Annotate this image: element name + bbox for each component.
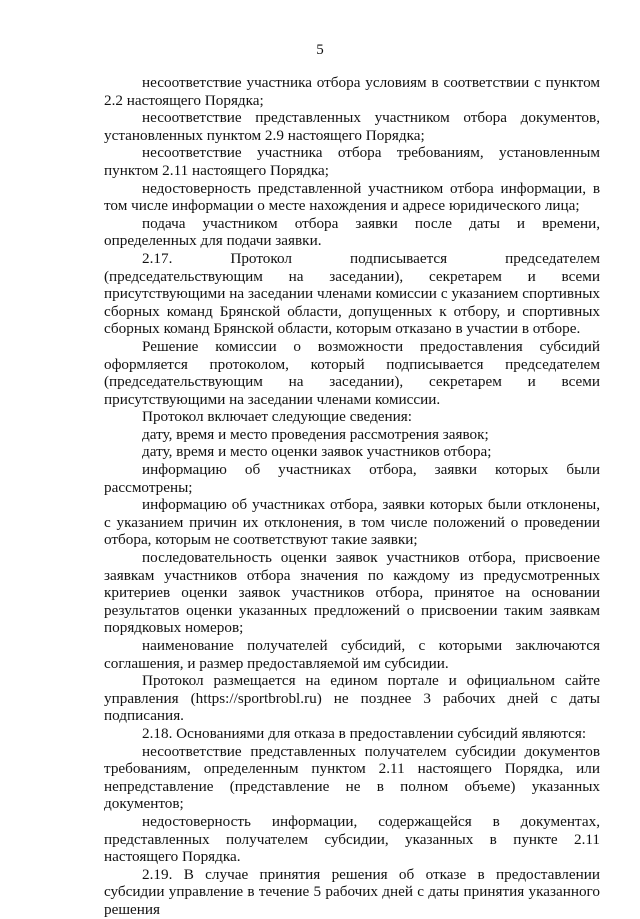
paragraph: последовательность оценки заявок участников отбора, присвоение заявкам участников отбора значения по каждому из предусмотренных критериев оценки заявок участников отбора, принятое на основании результатов оценки указанных предложений о присвоении таким заявкам порядковых номеров; [104, 549, 600, 637]
paragraph: Протокол включает следующие сведения: [142, 408, 412, 426]
document-body [104, 74, 600, 919]
paragraph: Протокол размещается на едином портале и официальном сайте управления (https://sportbrobl.ru) не позднее 3 рабочих дней с даты подписания. [104, 672, 600, 725]
paragraph: информацию об участниках отбора, заявки которых были рассмотрены; [104, 461, 600, 496]
paragraph: несоответствие участника отбора условиям в соответствии с пунктом 2.2 настоящего Порядка; [104, 74, 600, 109]
paragraph: несоответствие представленных участником отбора документов, установленных пунктом 2.9 настоящего Порядка; [104, 109, 600, 144]
paragraph: наименование получателей субсидий, с которыми заключаются соглашения, и размер предоставляемой им субсидии. [104, 637, 600, 672]
paragraph: несоответствие представленных получателем субсидии документов требованиям, определенным пунктом 2.11 настоящего Порядка, или непредставление (представление не в полном объеме) указанных документов; [104, 742, 600, 813]
page-number: 5 [316, 42, 324, 58]
paragraph: дату, время и место проведения рассмотрения заявок; [142, 425, 489, 443]
paragraph-section-2-18: 2.18. Основаниями для отказа в предоставлении субсидий являются: [142, 724, 587, 742]
paragraph: недостоверность представленной участником отбора информации, в том числе информации о месте нахождения и адресе юридического лица; [104, 179, 600, 215]
paragraph: информацию об участниках отбора, заявки которых были отклонены, с указанием причин их отклонения, в том числе положений о проведении отбора, которым не соответствуют такие заявки; [104, 496, 600, 549]
paragraph-section-2-17: 2.17. Протокол подписывается председателем (председательствующим на заседании), секретарем и всеми присутствующими на заседании членами комиссии с указанием спортивных сборных команд Брянской области, допущенных к отбору, и спортивных сборных команд Брянской области, которым отказано в участии в отборе. [104, 249, 600, 338]
paragraph: недостоверность информации, содержащейся в документах, представленных получателем субсидии, указанных в пункте 2.11 настоящего Порядка. [104, 812, 600, 866]
paragraph: Решение комиссии о возможности предоставления субсидий оформляется протоколом, который подписывается председателем (председательствующим на заседании), секретарем и всеми присутствующими на заседании членами комиссии. [104, 337, 600, 408]
paragraph: несоответствие участника отбора требованиям, установленным пунктом 2.11 настоящего Порядка; [104, 144, 600, 179]
paragraph-section-2-19: 2.19. В случае принятия решения об отказе в предоставлении субсидии управление в течение 5 рабочих дней с даты принятия указанного решения [104, 865, 600, 918]
paragraph: подача участником отбора заявки после даты и времени, определенных для подачи заявки. [104, 214, 600, 250]
paragraph: дату, время и место оценки заявок участников отбора; [142, 443, 492, 461]
